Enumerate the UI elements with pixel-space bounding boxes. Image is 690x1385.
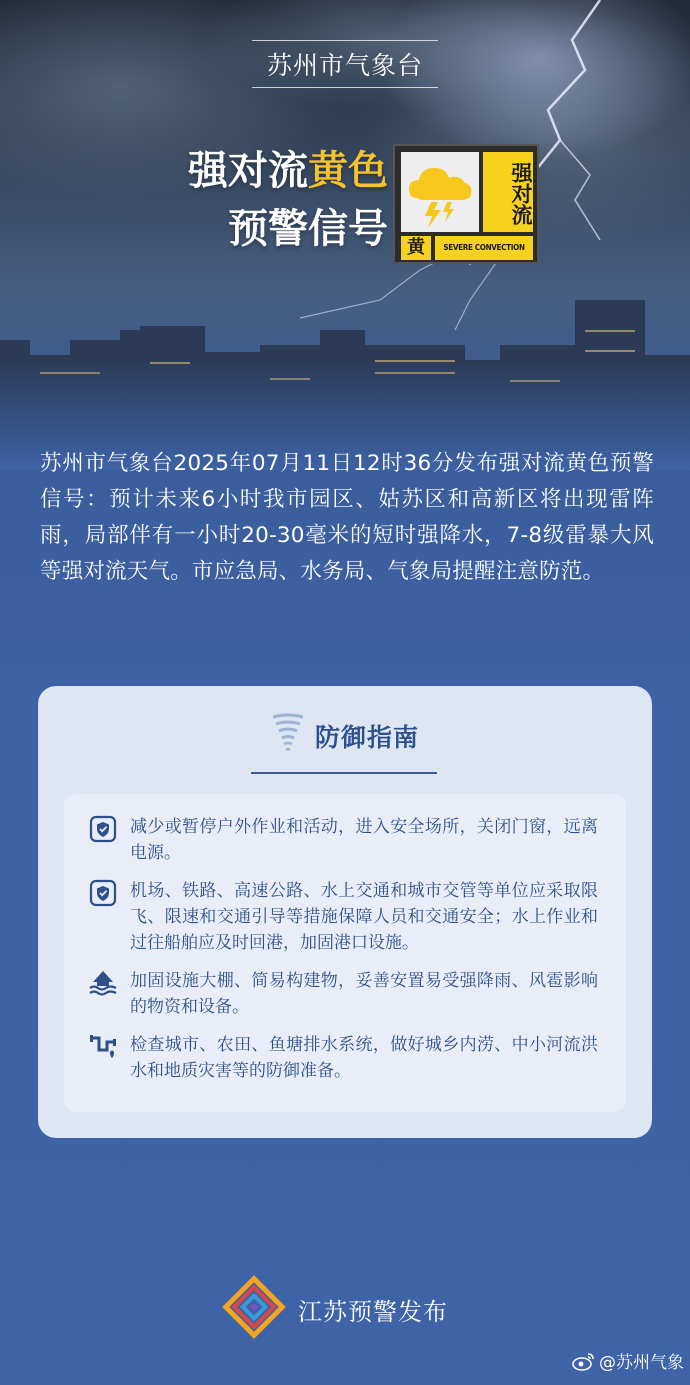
tip-item-3: [88, 968, 598, 1020]
tip-text-1: 减少或暂停户外作业和活动，进入安全场所，关闭门窗，远离电源。: [130, 817, 598, 863]
watermark: [572, 1348, 684, 1373]
sign-english-text: SEVERE CONVECTION: [435, 236, 533, 260]
storm-cloud-icon: [401, 152, 479, 232]
tip-text-4: 检查城市、农田、鱼塘排水系统，做好城乡内涝、中小河流洪水和地质灾害等的防御准备。: [130, 1035, 598, 1081]
hero-banner: [0, 0, 690, 470]
weibo-icon: [572, 1351, 596, 1371]
guide-tips-panel: [64, 794, 626, 1112]
tip-item-2: [88, 878, 598, 956]
jiangsu-warning-logo: [222, 1275, 286, 1343]
bulletin-text: 苏州市气象台2025年07月11日12时36分发布强对流黄色预警信号：预计未来6小时我市园区、姑苏区和高新区将出现雷阵雨，局部伴有一小时20-30毫米的短时强降水，7-8级雷暴大风等强对流天气。市应急局、水务局、气象局提醒注意防范。: [40, 451, 654, 584]
tip-item-1: [88, 814, 598, 866]
tip-text-2: 机场、铁路、高速公路、水上交通和城市交管等单位应采取限飞、限速和交通引导等措施保障人员和交通安全；水上作业和过往船舶应及时回港，加固港口设施。: [130, 881, 598, 953]
sign-vertical-text: 强对流: [483, 152, 533, 232]
guide-title: 防御指南: [314, 723, 419, 752]
safety-shield-icon: [88, 878, 118, 908]
defense-guide-card: [38, 686, 652, 1138]
headline-white-part: 强对流: [188, 148, 308, 194]
brand-name: 江苏预警发布: [298, 1297, 448, 1326]
footer-brand: [222, 1278, 448, 1340]
sign-level-char: 黄: [401, 236, 431, 260]
tornado-icon: [271, 713, 305, 759]
tip-item-4: [88, 1032, 598, 1084]
guide-title-underline: [251, 772, 437, 774]
watermark-text: @苏州气象: [599, 1353, 684, 1373]
headline-line-2: 预警信号: [228, 206, 388, 252]
tip-text-3: 加固设施大棚、简易构建物，妥善安置易受强降雨、风雹影响的物资和设备。: [130, 971, 598, 1017]
org-name: 苏州市气象台: [266, 51, 423, 80]
headline-yellow-part: 黄色: [308, 148, 388, 194]
drainage-pipe-icon: [88, 1032, 118, 1062]
org-title-frame: [252, 40, 438, 88]
guide-header: [38, 706, 652, 766]
safety-shield-icon: [88, 814, 118, 844]
flood-icon: [88, 968, 118, 998]
warning-sign-badge: [393, 144, 539, 264]
headline: [140, 142, 388, 258]
headline-line-1: [140, 142, 388, 200]
